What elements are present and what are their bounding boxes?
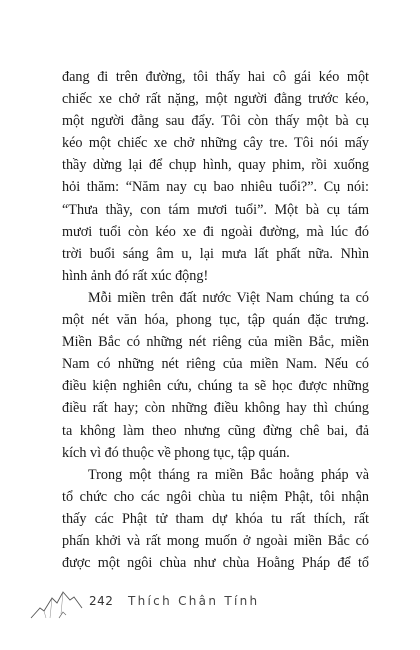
text-line: Mỗi miền trên đất nước Việt Nam chúng ta có	[88, 289, 369, 306]
text-line: thầy dừng lại để chụp hình, quay phim, rồi xuống	[62, 157, 369, 174]
text-line: tổ chức cho các ngôi chùa tu niệm Phật, tôi nhận	[62, 488, 369, 505]
text-line: hình ảnh đó rất xúc động!	[62, 267, 209, 284]
text-line: Miền Bắc có những nét riêng của miền Bắc, miền	[62, 334, 369, 351]
page-number: 242	[89, 594, 114, 608]
text-line: phấn khởi và rất mong muốn ở ngoài miền Bắc có	[62, 532, 369, 549]
paragraph	[62, 287, 369, 464]
text-line: được một ngôi chùa như chùa Hoằng Pháp để tổ	[62, 555, 369, 572]
text-line: đang đi trên đường, tôi thấy hai cô gái kéo một	[62, 69, 369, 85]
body-text	[62, 66, 369, 574]
paragraph	[62, 464, 369, 574]
text-line: Nam có những nét riêng của miền Nam. Nếu có	[62, 356, 369, 373]
text-line: “Thưa thầy, con tám mươi tuổi”. Một bà cụ tám	[62, 201, 369, 218]
text-line: mươi tuổi còn kéo xe đi ngoài đường, mà lúc đó	[62, 223, 369, 240]
text-line: trời buổi sáng âm u, lại mưa lất phất nữa. Nhìn	[62, 245, 369, 262]
text-line: một nét văn hóa, phong tục, tập quán đặc trưng.	[62, 312, 369, 329]
text-line: Trong một tháng ra miền Bắc hoằng pháp và	[88, 466, 369, 483]
text-line: kích vì đó thuộc về phong tục, tập quán.	[62, 444, 290, 461]
text-line: điều rất hay; còn những điều không hay thì chúng	[62, 400, 369, 417]
text-line: chiếc xe chở rất nặng, một người đằng trước kéo,	[62, 91, 369, 108]
text-line: điều kiện nghiên cứu, chúng ta sẽ học được những	[62, 378, 369, 395]
text-line: kéo một chiếc xe chở những cây tre. Tôi nói mấy	[62, 135, 369, 152]
text-line: thấy các Phật tử tham dự khóa tu rất thích, rất	[62, 510, 369, 527]
text-line: một người đằng sau đẩy. Tôi còn thấy một bà cụ	[62, 113, 369, 130]
text-line: ta không làm theo nhưng cũng đừng chê bai, đả	[62, 422, 369, 439]
author-name: Thích Chân Tính	[128, 594, 260, 608]
text-line: hỏi thăm: “Năm nay cụ bao nhiêu tuổi?”. Cụ nói:	[62, 179, 369, 196]
paragraph	[62, 66, 369, 287]
page-footer	[30, 586, 290, 626]
mountain-icon	[30, 586, 90, 620]
